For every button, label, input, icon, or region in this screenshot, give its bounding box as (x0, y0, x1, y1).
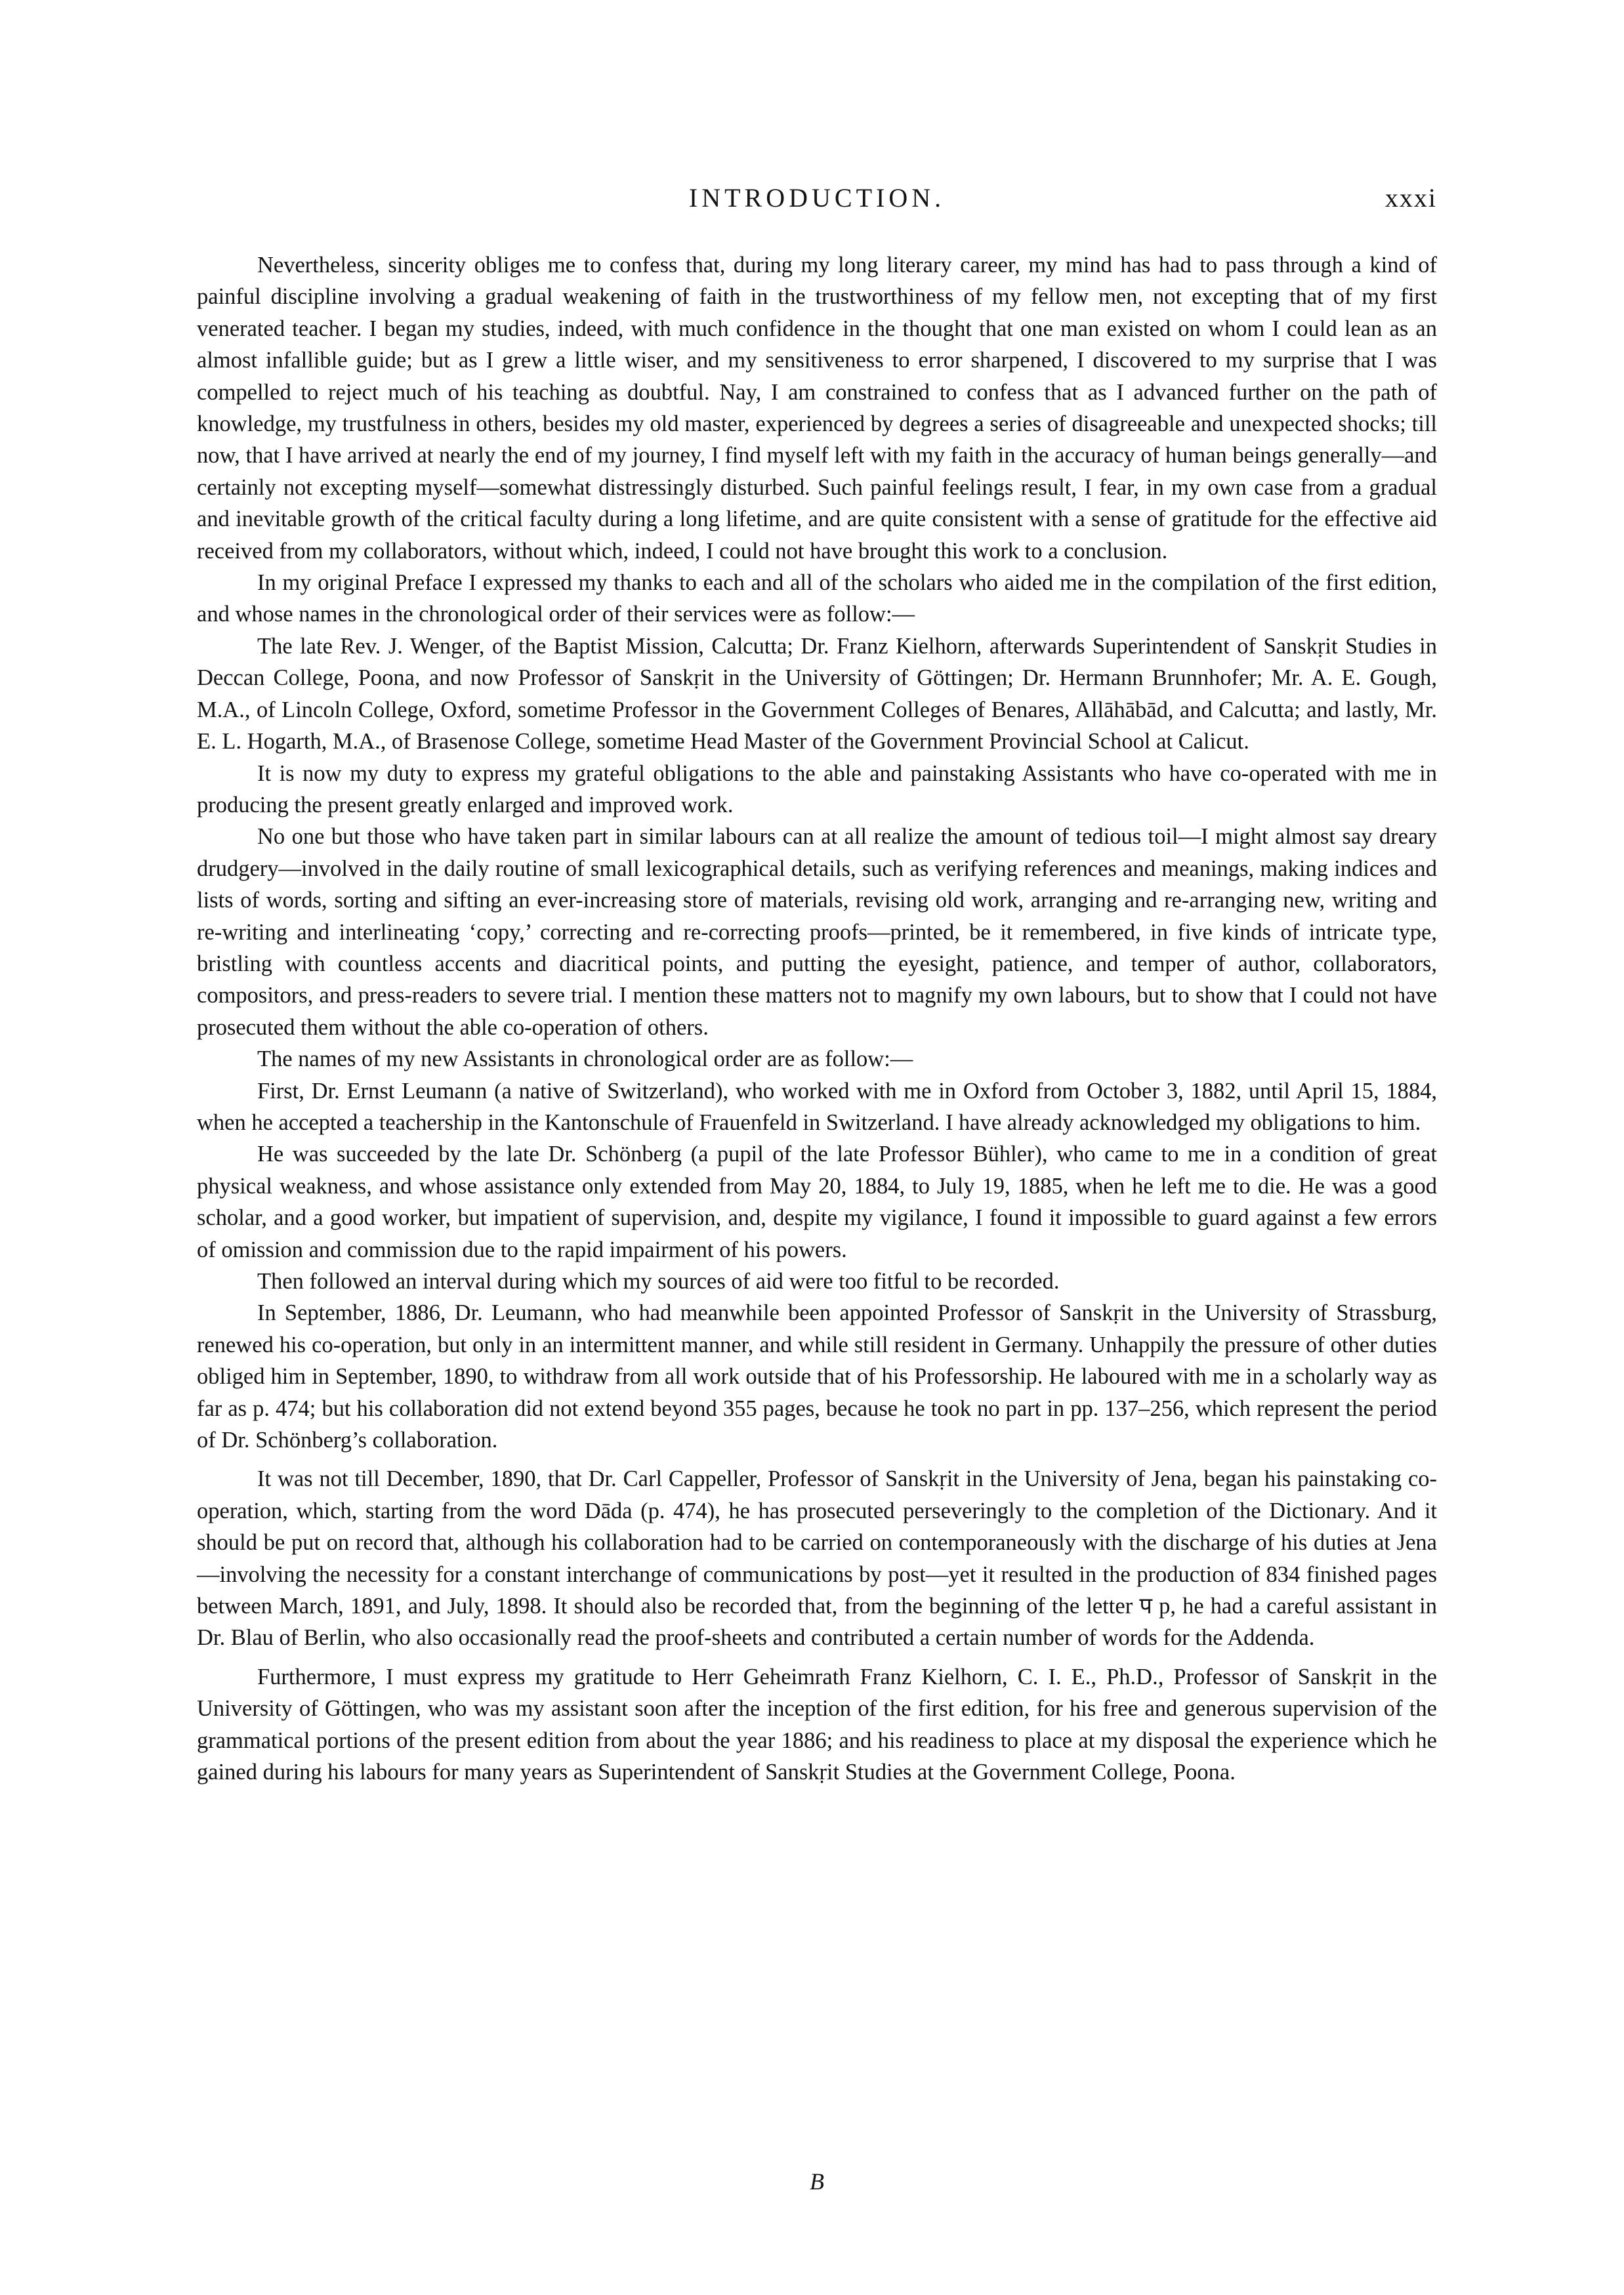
paragraph-new-assistants: The names of my new Assistants in chronological order are as follow:— (257, 1046, 913, 1072)
paragraph-kielhorn: Furthermore, I must express my gratitude to Herr Geheimrath Franz Kielhorn, C. I. E., Ph.D., Professor of Sanskṛit in the University of Göttingen, who was my assistant soon after the inception of the first edition, for his free and generous supervision of the grammatical portions of the present edition from about the year 1886; and his readiness to place at my disposal the experience which he gained during his labours for many years as Superintendent of Sanskṛit Studies at the Government College, Poona. (197, 1664, 1437, 1785)
paragraph-cappeller: It was not till December, 1890, that Dr. Carl Cappeller, Professor of Sanskṛit in the University of Jena, began his painstaking co-operation, which, starting from the word Dāda (p. 474), he has prosecuted perseveringly to the completion of the Dictionary. And it should be put on record that, although his collaboration had to be carried on contemporaneously with the discharge of his duties at Jena—involving the necessity for a constant interchange of communications by post—yet it resulted in the production of 834 finished pages between March, 1891, and July, 1898. It should also be recorded that, from the beginning of the letter प p, he had a careful assistant in Dr. Blau of Berlin, who also occasionally read the proof-sheets and contributed a certain number of words for the Addenda. (197, 1466, 1437, 1651)
page-number: xxxi (1385, 183, 1437, 213)
body-text (197, 249, 1437, 1788)
running-title: INTRODUCTION. (688, 183, 946, 213)
page-header (197, 178, 1437, 218)
paragraph-interval: Then followed an interval during which my sources of aid were too fitful to be recorded. (257, 1269, 1060, 1294)
paragraph-first-edition-scholars: The late Rev. J. Wenger, of the Baptist Mission, Calcutta; Dr. Franz Kielhorn, afterwards Superintendent of Sanskṛit Studies in Deccan College, Poona, and now Professor of Sanskṛit in the University of Göttingen; Dr. Hermann Brunnhofer; Mr. A. E. Gough, M.A., of Lincoln College, Oxford, sometime Professor in the Government Colleges of Benares, Allāhābād, and Calcutta; and lastly, Mr. E. L. Hogarth, M.A., of Brasenose College, sometime Head Master of the Government Provincial School at Calicut. (197, 633, 1437, 755)
signature-mark: B (810, 2168, 824, 2195)
paragraph-schonberg: He was succeeded by the late Dr. Schönberg (a pupil of the late Professor Bühler), who came to me in a condition of great physical weakness, and whose assistance only extended from May 20, 1884, to July 19, 1885, when he left me to die. He was a good scholar, and a good worker, but impatient of supervision, and, despite my vigilance, I found it impossible to guard against a few errors of omission and commission due to the rapid impairment of his powers. (197, 1142, 1437, 1262)
paragraph-tedious-toil: No one but those who have taken part in similar labours can at all realize the amount of tedious toil—I might almost say dreary drudgery—involved in the daily routine of small lexicographical details, such as verifying references and meanings, making indices and lists of words, sorting and sifting an ever-increasing store of materials, revising old work, arranging and re-arranging new, writing and re-writing and interlineating ‘copy,’ correcting and re-correcting proofs—printed, be it remembered, in five kinds of intricate type, bristling with countless accents and diacritical points, and putting the eyesight, patience, and temper of author, collaborators, compositors, and press-readers to severe trial. I mention these matters not to magnify my own labours, but to show that I could not have prosecuted them without the able co-operation of others. (197, 824, 1437, 1040)
paragraph-sincerity: Nevertheless, sincerity obliges me to confess that, during my long literary career, my mind has had to pass through a kind of painful discipline involving a gradual weakening of faith in the trustworthiness of my fellow men, not excepting that of my first venerated teacher. I began my studies, indeed, with much confidence in the thought that one man existed on whom I could lean as an almost infallible guide; but as I grew a little wiser, and my sensitiveness to error sharpened, I discovered to my surprise that I was compelled to reject much of his teaching as doubtful. Nay, I am constrained to confess that as I advanced further on the path of knowledge, my trustfulness in others, besides my old master, experienced by degrees a series of disagreeable and unexpected shocks; till now, that I have arrived at nearly the end of my journey, I find myself left with my faith in the accuracy of human beings generally—and certainly not excepting myself—somewhat distressingly disturbed. Such painful feelings result, I fear, in my own case from a gradual and inevitable growth of the critical faculty during a long lifetime, and are quite consistent with a sense of gratitude for the effective aid received from my collaborators, without which, indeed, I could not have brought this work to a conclusion. (197, 253, 1437, 564)
paragraph-leumann-strassburg: In September, 1886, Dr. Leumann, who had meanwhile been appointed Professor of Sanskṛit in the University of Strassburg, renewed his co-operation, but only in an intermittent manner, and while still resident in Germany. Unhappily the pressure of other duties obliged him in September, 1890, to withdraw from all work outside that of his Professorship. He laboured with me in a scholarly way as far as p. 474; but his collaboration did not extend beyond 355 pages, because he took no part in pp. 137–256, which represent the period of Dr. Schönberg’s collaboration. (197, 1300, 1437, 1453)
paragraph-leumann: First, Dr. Ernst Leumann (a native of Switzerland), who worked with me in Oxford from October 3, 1882, until April 15, 1884, when he accepted a teachership in the Kantonschule of Frauenfeld in Switzerland. I have already acknowledged my obligations to him. (197, 1078, 1437, 1135)
paragraph-original-preface: In my original Preface I expressed my thanks to each and all of the scholars who aided me in the compilation of the first edition, and whose names in the chronological order of their services were as follow:— (197, 570, 1437, 627)
paragraph-grateful-obligations: It is now my duty to express my grateful obligations to the able and painstaking Assistants who have co-operated with me in producing the present greatly enlarged and improved work. (197, 760, 1437, 817)
